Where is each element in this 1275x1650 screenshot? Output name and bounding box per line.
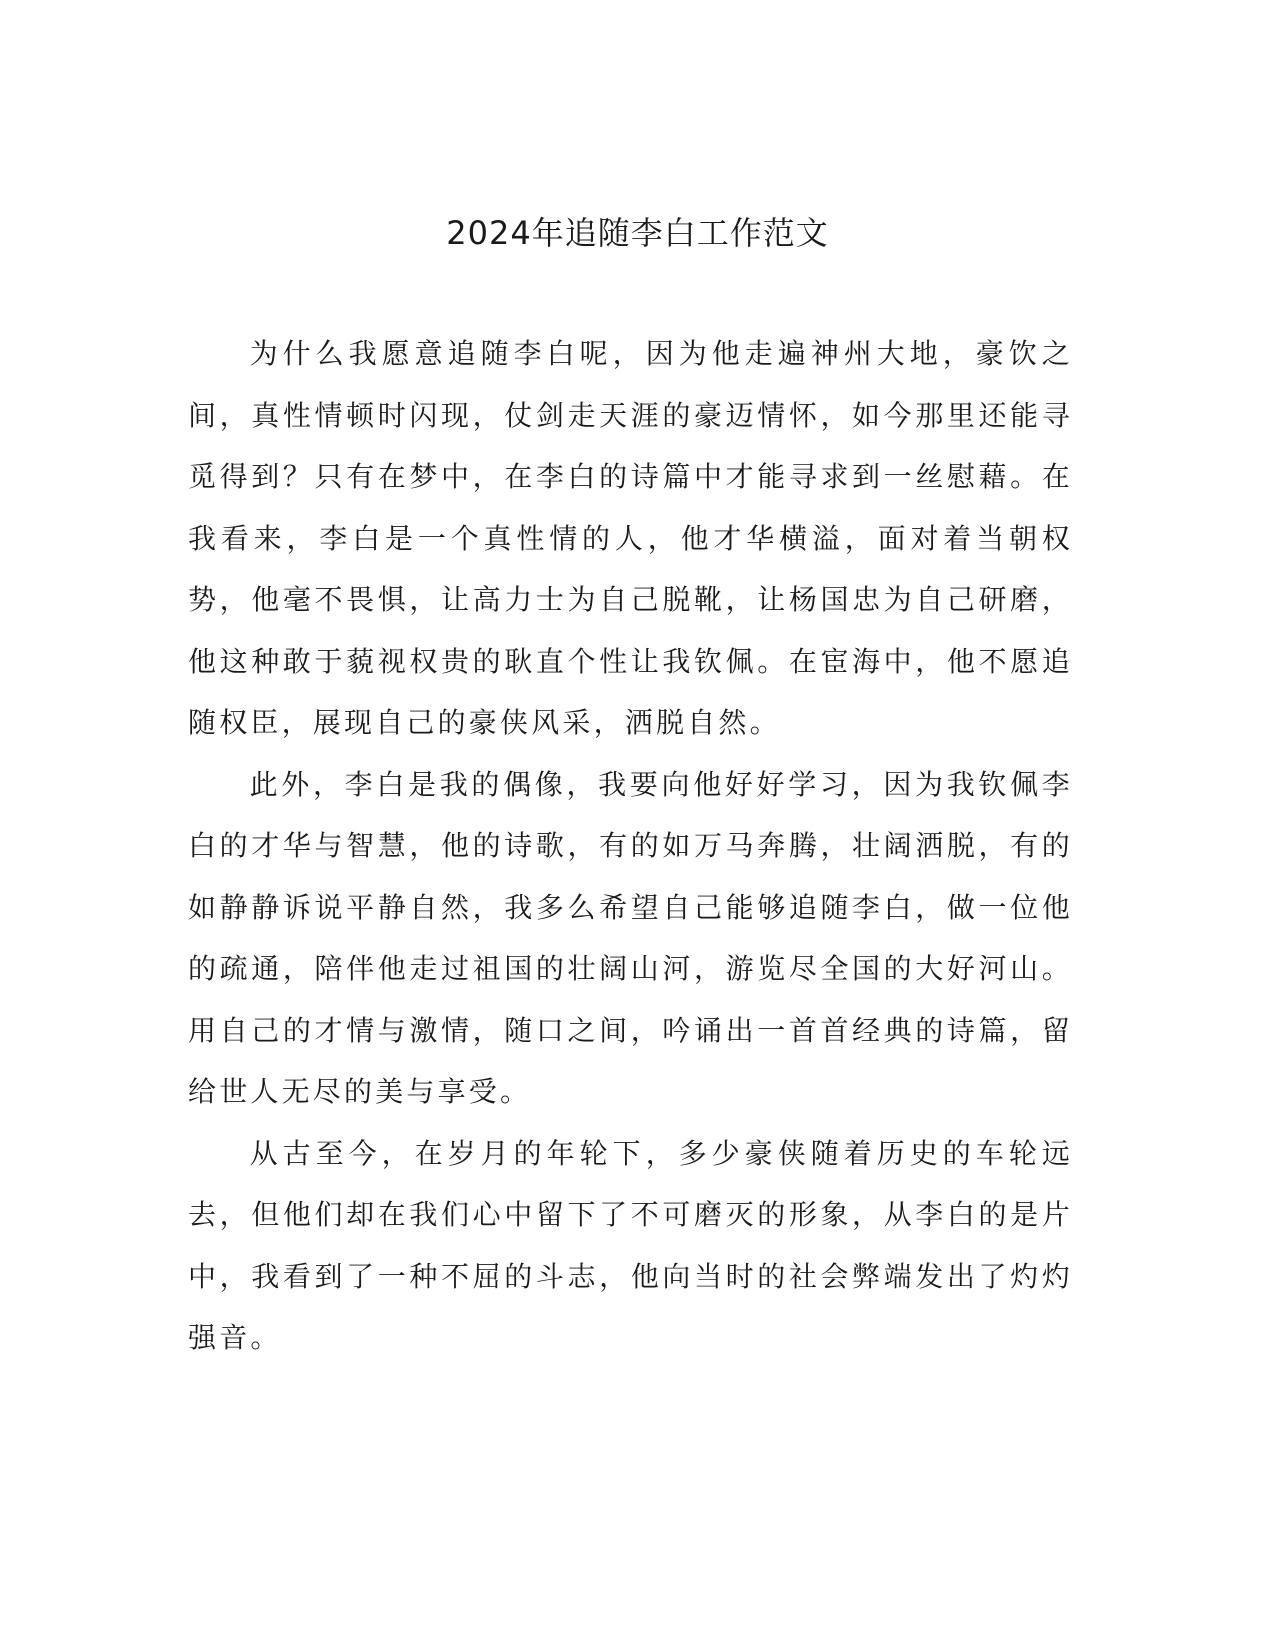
paragraph-1: 为什么我愿意追随李白呢，因为他走遍神州大地，豪饮之间，真性情顿时闪现，仗剑走天涯的豪迈情怀，如今那里还能寻觅得到？只有在梦中，在李白的诗篇中才能寻求到一丝慰藉。在我看来，李白是一个真性情的人，他才华横溢，面对着当朝权势，他毫不畏惧，让高力士为自己脱靴，让杨国忠为自己研磨，他这种敢于藐视权贵的耿直个性让我钦佩。在宦海中，他不愿追随权臣，展现自己的豪侠风采，洒脱自然。: [188, 337, 1073, 739]
document-body: [188, 323, 1073, 1369]
paragraph-3: 从古至今，在岁月的年轮下，多少豪侠随着历史的车轮远去，但他们却在我们心中留下了不可磨灭的形象，从李白的是片中，我看到了一种不屈的斗志，他向当时的社会弊端发出了灼灼强音。: [188, 1136, 1073, 1354]
paragraph-2: 此外，李白是我的偶像，我要向他好好学习，因为我钦佩李白的才华与智慧，他的诗歌，有的如万马奔腾，壮阔洒脱，有的如静静诉说平静自然，我多么希望自己能够追随李白，做一位他的疏通，陪伴他走过祖国的壮阔山河，游览尽全国的大好河山。用自己的才情与激情，随口之间，吟诵出一首首经典的诗篇，留给世人无尽的美与享受。: [188, 767, 1073, 1108]
document-title: 2024年追随李白工作范文: [446, 214, 829, 252]
